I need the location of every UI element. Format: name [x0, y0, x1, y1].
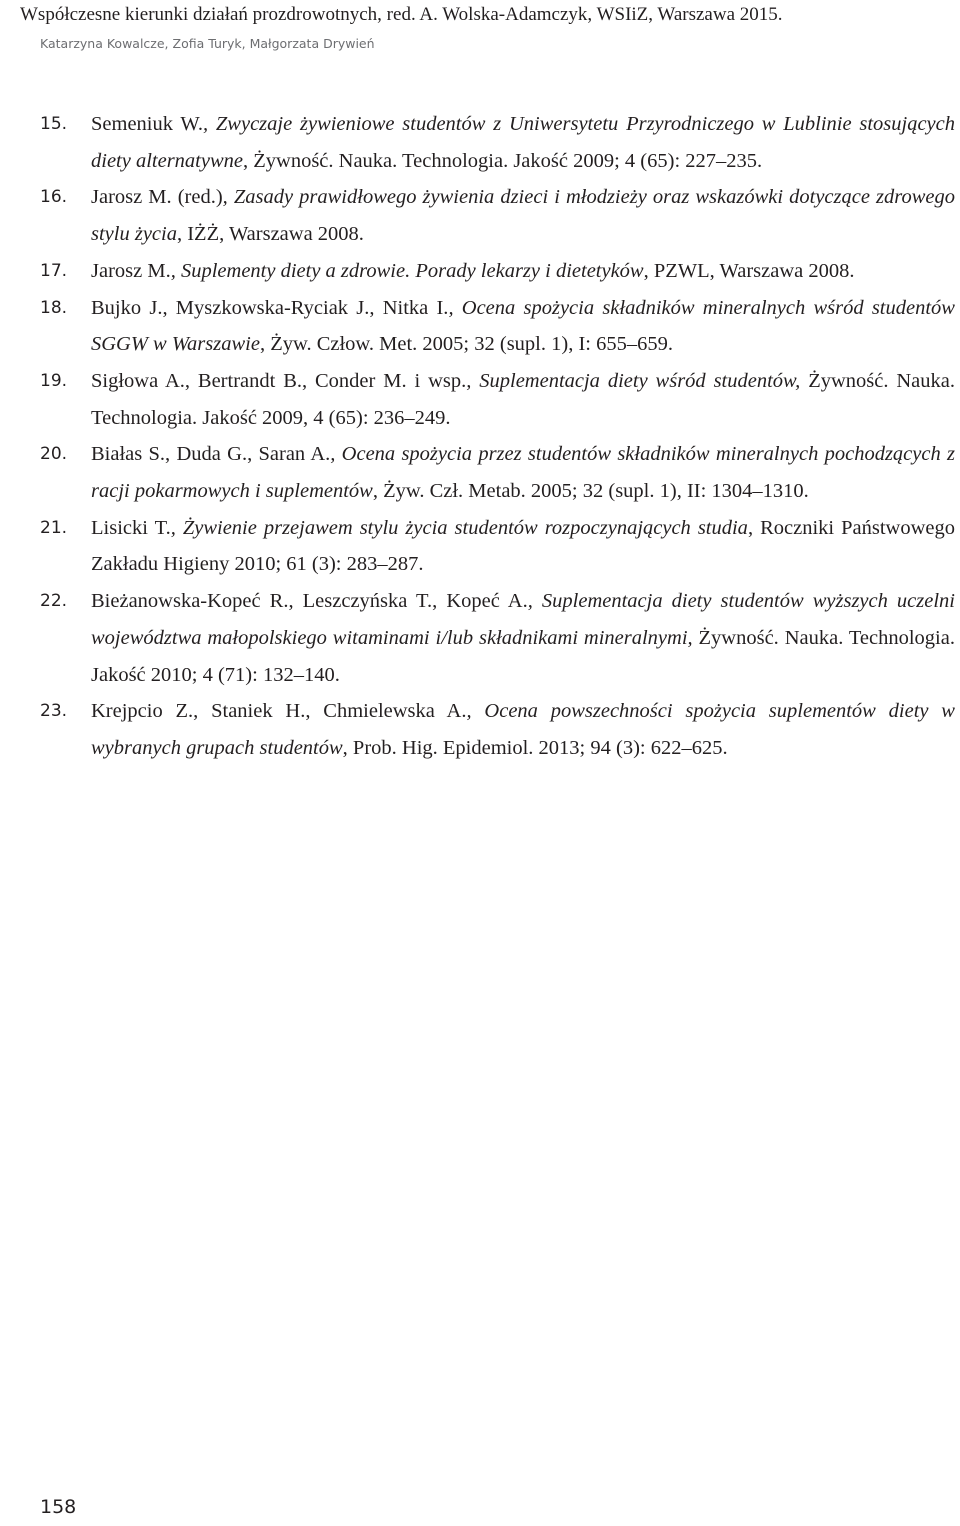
- reference-number: 23.: [40, 701, 68, 722]
- reference-item: [40, 253, 955, 290]
- reference-title: , Ocena spożycia przez studentów składników mineralnych pochodzących z racji pokarmowych i suplementów: [91, 443, 955, 503]
- reference-source: , PZWL, Warszawa 2008.: [643, 259, 855, 282]
- reference-item: [40, 106, 955, 179]
- running-header-title: Współczesne kierunki działań prozdrowotnych, red. A. Wolska-Adamczyk, WSIiZ, Warszawa 2015.: [20, 4, 783, 25]
- reference-number: 19.: [40, 370, 68, 391]
- reference-item: [40, 510, 955, 583]
- reference-number: 21.: [40, 517, 68, 538]
- reference-authors: Bieżanowska-Kopeć R., Leszczyńska T., Kopeć A.: [91, 590, 528, 613]
- running-header-authors: Katarzyna Kowalcze, Zofia Turyk, Małgorzata Drywień: [40, 36, 375, 51]
- reference-title: , Ocena spożycia składników mineralnych wśród studentów SGGW w Warszawie: [91, 296, 955, 356]
- reference-authors: Jarosz M.: [91, 259, 171, 282]
- reference-authors: Krejpcio Z., Staniek H., Chmielewska A.: [91, 700, 467, 723]
- reference-number: 22.: [40, 591, 68, 612]
- reference-number: 15.: [40, 114, 68, 134]
- reference-item: [40, 363, 955, 436]
- reference-item: [40, 290, 955, 363]
- reference-number: 20.: [40, 444, 68, 465]
- reference-item: [40, 583, 955, 693]
- reference-number: 16.: [40, 187, 68, 208]
- reference-item: [40, 436, 955, 509]
- reference-source: , Żywność. Nauka. Technologia. Jakość 2009; 4 (65): 227–235.: [243, 149, 763, 172]
- reference-item: [40, 693, 955, 766]
- reference-source: , Prob. Hig. Epidemiol. 2013; 94 (3): 622–625.: [342, 736, 728, 759]
- reference-title: , Suplementacja diety wśród studentów,: [466, 369, 801, 392]
- reference-list: [40, 106, 955, 767]
- page-number: 158: [40, 1496, 77, 1518]
- reference-source: Żywność. Nauka. Technologia. Jakość 2010; 4 (71): 132–140.: [91, 626, 955, 686]
- reference-authors: Lisicki T.: [91, 516, 171, 539]
- reference-title: , Zwyczaje żywieniowe studentów z Uniwersytetu Przyrodniczego w Lublinie stosujących diety alternatywne: [91, 113, 955, 172]
- reference-title: , Suplementy diety a zdrowie. Porady lekarzy i dietetyków: [170, 259, 644, 282]
- reference-authors: Bujko J., Myszkowska-Ryciak J., Nitka I.: [91, 296, 449, 319]
- reference-item: [40, 179, 955, 252]
- reference-number: 18.: [40, 297, 68, 318]
- reference-source: , IŻŻ, Warszawa 2008.: [176, 223, 364, 246]
- reference-source: , Roczniki Państwowego Zakładu Higieny 2010; 61 (3): 283–287.: [91, 516, 955, 576]
- reference-source: , Żyw. Człow. Met. 2005; 32 (supl. 1), I: 655–659.: [259, 333, 673, 356]
- reference-title: , Ocena powszechności spożycia suplementów diety w wybranych grupach studentów: [91, 700, 955, 759]
- reference-source: Żywność. Nauka. Technologia. Jakość 2009, 4 (65): 236–249.: [91, 369, 955, 429]
- reference-authors: Sigłowa A., Bertrandt B., Conder M. i wsp.: [91, 369, 467, 392]
- reference-authors: Jarosz M. (red.): [91, 186, 223, 209]
- reference-authors: Białas S., Duda G., Saran A.: [91, 443, 331, 466]
- reference-authors: Semeniuk W.: [91, 113, 203, 135]
- reference-title: , Zasady prawidłowego żywienia dzieci i młodzieży oraz wskazówki dotyczące zdrowego stylu życia: [91, 186, 955, 246]
- reference-title: , Suplementacja diety studentów wyższych uczelni województwa małopolskiego witaminami i/lub składnikami mineralnymi,: [91, 590, 955, 649]
- reference-number: 17.: [40, 260, 68, 281]
- reference-title: , Żywienie przejawem stylu życia studentów rozpoczynających studia: [170, 516, 748, 539]
- reference-source: , Żyw. Czł. Metab. 2005; 32 (supl. 1), II: 1304–1310.: [372, 480, 809, 503]
